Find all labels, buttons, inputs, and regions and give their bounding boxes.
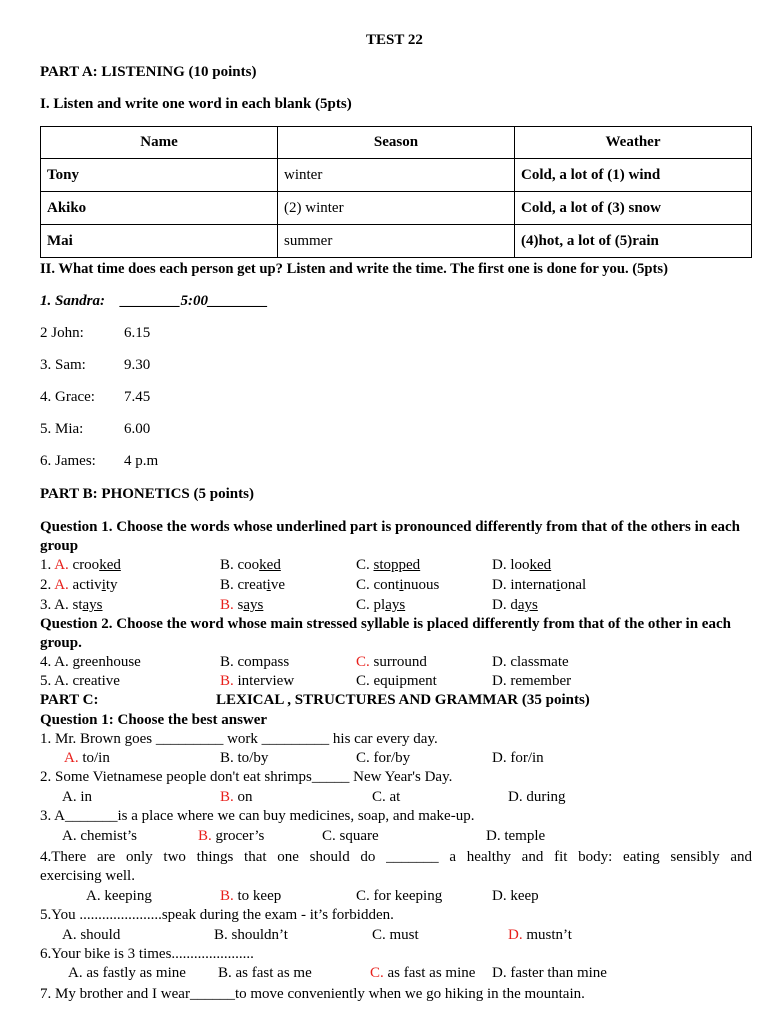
question-line: 6.Your bike is 3 times...................... [40, 946, 254, 962]
question-heading: Question 1. Choose the words whose underlined part is pronounced differently from that of the others in each group [40, 519, 741, 554]
question-line: 1. Mr. Brown goes _________ work _________ his car every day. [40, 731, 438, 747]
list-item [40, 357, 151, 374]
question-line: exercising well. [40, 868, 135, 884]
list-item [40, 325, 151, 342]
time-value: 9.30 [124, 357, 151, 373]
time-value: 6.15 [124, 325, 151, 341]
question-line: 7. My brother and I wear______to move conveniently when we go hiking in the mountain. [40, 986, 585, 1002]
person-name: 6. James: [40, 453, 96, 469]
example-blank: ________ [120, 293, 181, 309]
question-line: 3. A_______is a place where we can buy medicines, soap, and make-up. [40, 808, 475, 824]
question-line: 4.There are only two things that one should do _______ a healthy and fit body: eating sensibly and [40, 849, 752, 865]
table-cell: Cold, a lot of (3) snow [515, 192, 752, 225]
listening-table [40, 126, 752, 258]
table-cell: Tony [41, 159, 278, 192]
table-cell: summer [278, 225, 515, 258]
time-value: 4 p.m [124, 453, 159, 469]
question-heading: Question 2. Choose the word whose main stressed syllable is placed differently from that of the other in each group. [40, 616, 731, 651]
phonetics-row-1: 1. A. crooked B. cooked C. stopped D. looked [40, 557, 552, 573]
person-name: 5. Mia: [40, 421, 84, 437]
time-value: 6.00 [124, 421, 151, 437]
table-row [41, 159, 752, 192]
list-item [40, 389, 151, 406]
stress-row-5: 5. A. creative B. interview C. equipment D. remember [40, 673, 572, 689]
section-2-heading: II. What time does each person get up? Listen and write the time. The first one is done for you. (5pts) [40, 261, 668, 277]
section-1-heading: I. Listen and write one word in each blank (5pts) [40, 96, 352, 112]
table-header: Name [41, 127, 278, 159]
example-blank: ________ [208, 293, 269, 309]
table-cell: Akiko [41, 192, 278, 225]
person-name: 3. Sam: [40, 357, 86, 373]
question-line: 5.You ......................speak during the exam - it’s forbidden. [40, 907, 394, 923]
table-cell: (4)hot, a lot of (5)rain [515, 225, 752, 258]
table-cell: Cold, a lot of (1) wind [515, 159, 752, 192]
phonetics-row-2: 2. A. activity B. creative C. continuous D. international [40, 577, 587, 593]
test-title: TEST 22 [366, 32, 423, 48]
table-row [41, 225, 752, 258]
table-cell: (2) winter [278, 192, 515, 225]
part-b-heading: PART B: PHONETICS (5 points) [40, 486, 254, 502]
list-item [40, 421, 151, 438]
example-time: 5:00 [180, 293, 209, 309]
table-cell: Mai [41, 225, 278, 258]
question-line: 2. Some Vietnamese people don't eat shrimps_____ New Year's Day. [40, 769, 453, 785]
part-a-heading: PART A: LISTENING (10 points) [40, 64, 257, 80]
table-cell: winter [278, 159, 515, 192]
example-row [40, 293, 268, 310]
question-heading: Question 1: Choose the best answer [40, 712, 268, 728]
person-name: 4. Grace: [40, 389, 95, 405]
table-header: Season [278, 127, 515, 159]
stress-row-4: 4. A. greenhouse B. compass C. surround D. classmate [40, 654, 569, 670]
time-value: 7.45 [124, 389, 151, 405]
list-item [40, 453, 159, 470]
person-name: 2 John: [40, 325, 84, 341]
part-c-heading: LEXICAL , STRUCTURES AND GRAMMAR (35 points) [216, 692, 590, 708]
phonetics-row-3: 3. A. stays B. says C. plays D. days [40, 597, 538, 613]
table-header: Weather [515, 127, 752, 159]
part-c-label: PART C: [40, 692, 99, 708]
table-row [41, 192, 752, 225]
example-name: 1. Sandra: [40, 293, 106, 309]
